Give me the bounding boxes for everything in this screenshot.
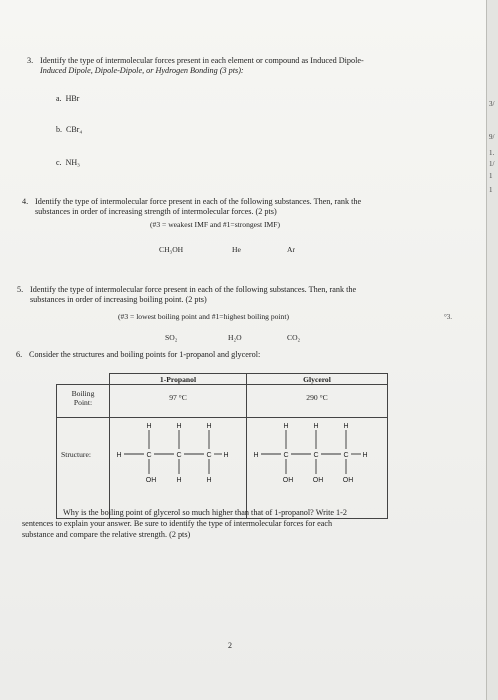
worksheet-page: 3. Identify the type of intermolecular forces present in each element or compound as Induced Dipole- Induced Dipole, Dipole-Dipole, or Hydrogen Bonding (3 pts): a. HBr b. CBr₄ c. NH₃ 4. Identify the type of intermolecular force present in each of the following substances. Then, rank the substances in order of increasing strength of intermolecular forces. (2 pts) (#3 = weakest IMF and #1=strongest IMF) CH₃OH He Ar 5. Identify the type of intermolecular force present in each of the following substances. Then, rank the substances in order of increasing boiling point. (2 pts) (#3 = lowest boiling point and #1=highest boiling point) SO₂ H₂O CO₂ 6. Consider the structures and boiling points for 1-propanol and glycerol: 1-Propanol Glycerol Boiling Point: 97 °C 290 °C Structure: H H H H C C C H OH H H H H H H C C C H OH OH OH Why is the boiling point of glycerol so much higher than that of 1-propanol? Write 1-2 sentences to explain your answer. Be sure to identify the type of intermolecular forces for each substance and compare the relative strength. (2 pts) 2 °3. (0, 0, 486, 700)
atom-c: C (206, 452, 212, 459)
question-number: 3. (27, 56, 34, 65)
q4-substance-3: Ar (287, 245, 296, 254)
margin-mark: 9/ (489, 133, 495, 141)
atom-h: H (313, 423, 319, 430)
q3-item-b: b. CBr₄ (56, 125, 83, 134)
atom-c: C (176, 452, 182, 459)
glycerol-structure-diagram (247, 418, 387, 486)
question-prompt: Identify the type of intermolecular forces present in each element or compound as Induced Dipole- Induced Dipole, Dipole-Dipole, or Hydrogen Bonding (3 pts): (40, 56, 364, 75)
atom-h: H (206, 423, 212, 430)
atom-oh: OH (342, 477, 354, 484)
margin-mark: 1. (489, 149, 495, 157)
atom-h: H (253, 452, 259, 459)
table-header-glycerol: Glycerol (247, 374, 388, 385)
atom-oh: OH (282, 477, 294, 484)
question-prompt: Consider the structures and boiling points for 1-propanol and glycerol: (29, 350, 261, 359)
atom-oh: OH (312, 477, 324, 484)
atom-c: C (343, 452, 349, 459)
question-prompt: Identify the type of intermolecular force present in each of the following substances. Then, rank the substances in order of increasing boiling point. (2 pts) (30, 285, 357, 304)
atom-c: C (146, 452, 152, 459)
atom-h: H (223, 452, 229, 459)
glycerol-structure (247, 418, 388, 519)
q5-substance-2: H₂O (228, 333, 242, 342)
table-row-boiling-point (57, 385, 388, 418)
margin-mark: 1 (489, 186, 493, 194)
question-number: 5. (17, 285, 24, 294)
q5-substance-1: SO₂ (165, 333, 178, 342)
page-number: 2 (228, 641, 232, 650)
question-number: 6. (16, 350, 23, 359)
table-header-row (57, 374, 388, 385)
atom-h: H (176, 423, 182, 430)
atom-c: C (313, 452, 319, 459)
atom-h: H (206, 477, 212, 484)
question-number: 4. (22, 197, 29, 206)
glycerol-boiling-point: 290 °C (247, 385, 388, 418)
table-header-propanol: 1-Propanol (110, 374, 247, 385)
q3-item-a: a. HBr (56, 94, 80, 103)
propanol-structure-diagram (110, 418, 246, 486)
adjacent-page-edge (486, 0, 498, 700)
q3-item-c: c. NH₃ (56, 158, 80, 167)
margin-mark: 1 (489, 172, 493, 180)
atom-h: H (283, 423, 289, 430)
propanol-structure (110, 418, 247, 519)
boiling-point-table (56, 373, 388, 519)
atom-h: H (176, 477, 182, 484)
q5-ranking-note: (#3 = lowest boiling point and #1=highest boiling point) (118, 312, 289, 321)
atom-oh: OH (145, 477, 157, 484)
atom-h: H (116, 452, 122, 459)
propanol-boiling-point: 97 °C (110, 385, 247, 418)
q5-substance-3: CO₂ (287, 333, 301, 342)
margin-mark: 1/ (489, 160, 495, 168)
margin-mark: 3/ (489, 100, 495, 108)
atom-c: C (283, 452, 289, 459)
q4-substance-2: He (232, 245, 241, 254)
margin-scribble: °3. (444, 313, 453, 321)
atom-h: H (343, 423, 349, 430)
atom-h: H (362, 452, 368, 459)
atom-h: H (146, 423, 152, 430)
question-prompt: Identify the type of intermolecular force present in each of the following substances. Then, rank the substances in order of increasing strength of intermolecular forces. (2 pts) (35, 197, 362, 216)
row-label-structure: Structure: (57, 418, 110, 519)
q4-substance-1: CH₃OH (159, 245, 184, 254)
row-label-boiling-point: Boiling Point: (57, 385, 110, 418)
q4-ranking-note: (#3 = weakest IMF and #1=strongest IMF) (150, 220, 281, 229)
table-row-structure (57, 418, 388, 519)
